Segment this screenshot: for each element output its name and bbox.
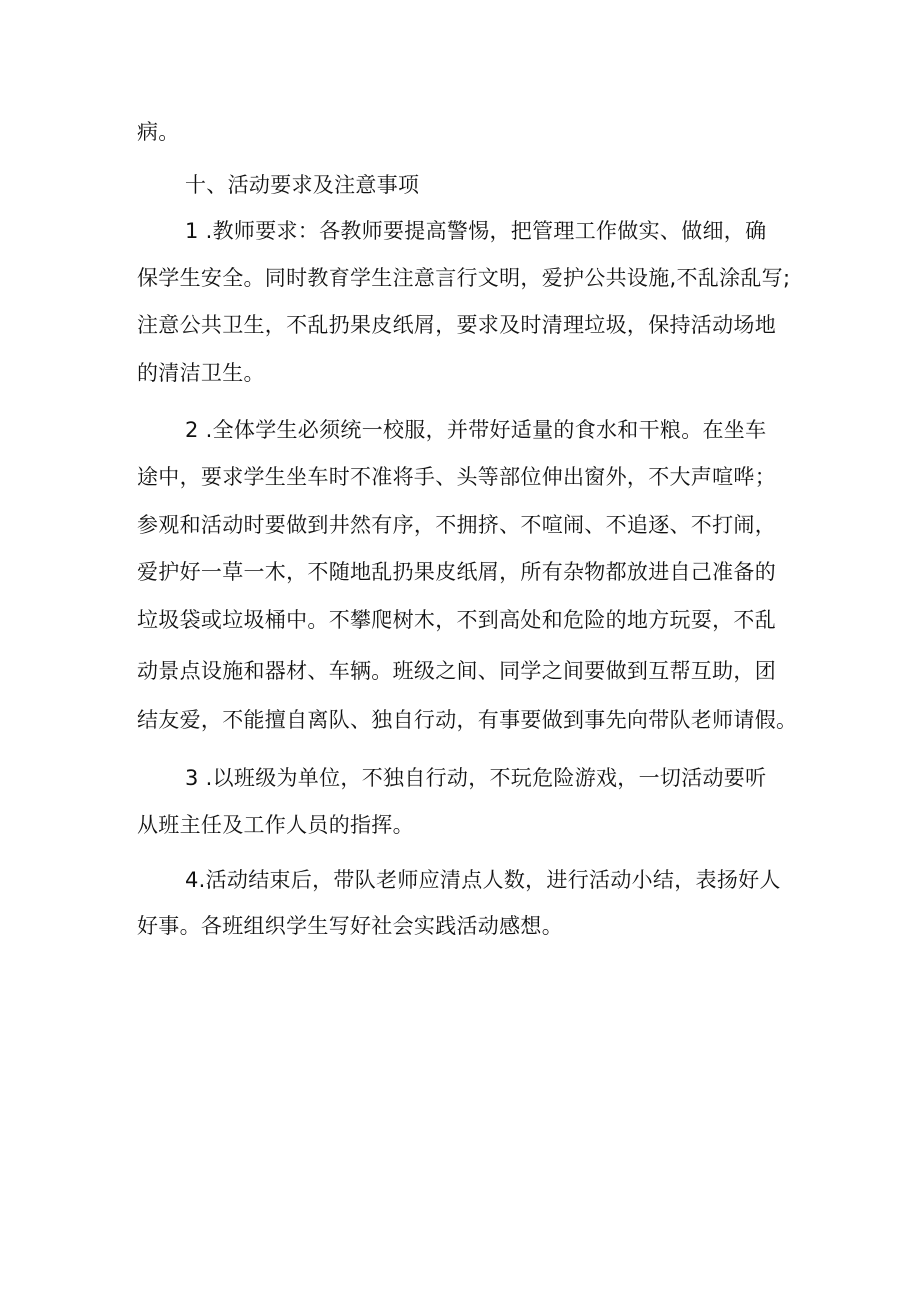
item-2-line-6: 动景点设施和器材、车辆。班级之间、同学之间要做到互帮互助，团	[137, 659, 776, 683]
item-2-line-7: 结友爱，不能擅自离队、独自行动，有事要做到事先向带队老师请假。	[137, 708, 798, 732]
item-1-line-4: 的清洁卫生。	[137, 361, 265, 385]
item-4-line-2: 好事。各班组织学生写好社会实践活动感想。	[137, 914, 563, 938]
item-2-line-2: 途中，要求学生坐车时不准将手、头等部位伸出窗外，不大声喧哗；	[137, 465, 776, 489]
item-1-line-2: 保学生安全。同时教育学生注意言行文明，爱护公共设施,不乱涂乱写;	[137, 266, 791, 290]
item-2-line-1: 2 .全体学生必须统一校服，并带好适量的食水和干粮。在坐车	[185, 418, 767, 442]
item-1-line-1: 1 .教师要求：各教师要提高警惕，把管理工作做实、做细，确	[185, 219, 767, 243]
item-3-line-1: 3 .以班级为单位，不独自行动，不玩危险游戏，一切活动要听	[185, 766, 767, 790]
item-3-line-2: 从班主任及工作人员的指挥。	[137, 813, 414, 837]
item-4-line-1: 4.活动结束后，带队老师应清点人数，进行活动小结，表扬好人	[185, 868, 781, 892]
item-2-line-5: 垃圾袋或垃圾桶中。不攀爬树木，不到高处和危险的地方玩耍，不乱	[137, 608, 776, 632]
item-1-line-3: 注意公共卫生，不乱扔果皮纸屑，要求及时清理垃圾，保持活动场地	[137, 313, 776, 337]
text-line-continuation: 病。	[137, 120, 180, 144]
item-2-line-4: 爱护好一草一木，不随地乱扔果皮纸屑，所有杂物都放进自己准备的	[137, 560, 776, 584]
section-heading: 十、活动要求及注意事项	[185, 173, 420, 197]
item-2-line-3: 参观和活动时要做到井然有序，不拥挤、不喧闹、不追逐、不打闹，	[137, 513, 776, 537]
